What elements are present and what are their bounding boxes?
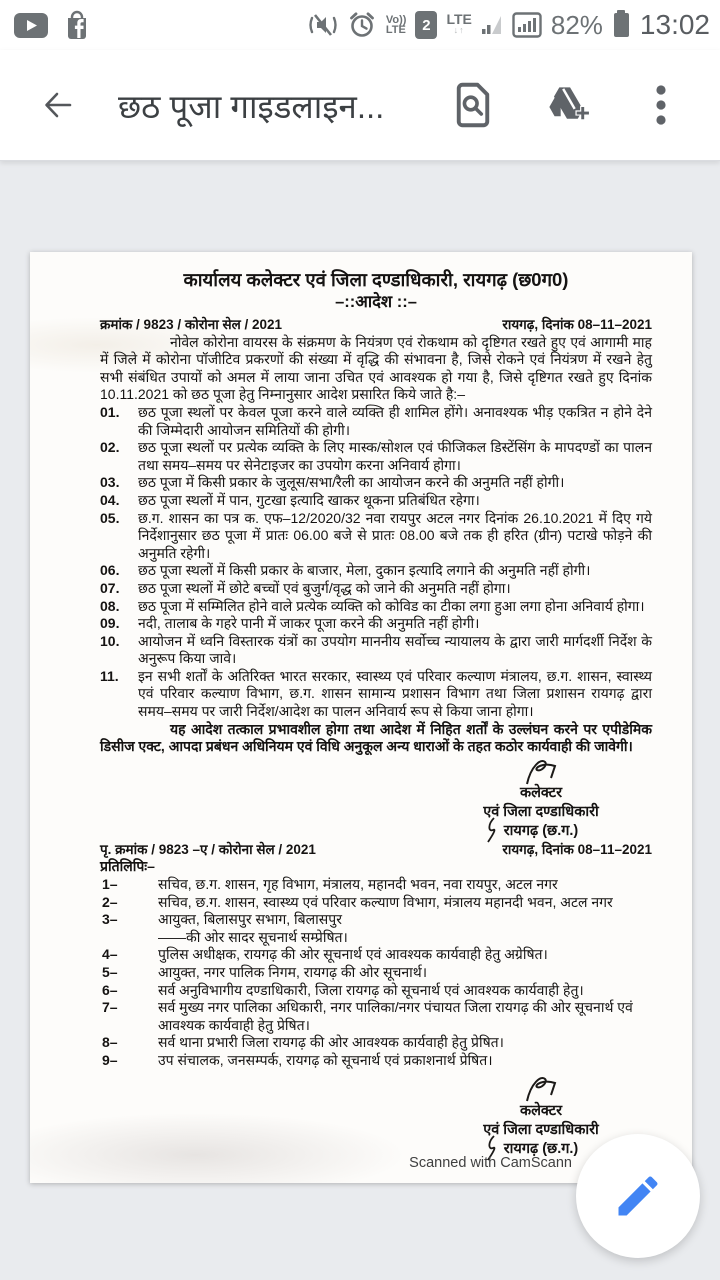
- edit-pencil-icon: [612, 1170, 664, 1222]
- signal-boxed-icon: [512, 12, 542, 38]
- document-page[interactable]: [30, 252, 692, 1183]
- reference-number-2: पृ. क्रमांक / 9823 –ए / कोरोना सेल / 2021: [100, 841, 316, 857]
- place-date: रायगढ़, दिनांक 08–11–2021: [502, 317, 652, 332]
- order-item: 03. छठ पूजा में किसी प्रकार के जुलूस/सभा/रैली का आयोजन करने की अनुमति नहीं होगी।: [100, 474, 565, 491]
- signature-line: रायगढ़ (छ.ग.): [504, 822, 579, 841]
- copy-item: 4– पुलिस अधीक्षक, रायगढ़ की ओर सूचनार्थ एवं आवश्यक कार्यवाही हेतु अग्रेषित।: [102, 946, 548, 963]
- document-viewer[interactable]: [0, 161, 720, 1280]
- find-in-document-button[interactable]: [450, 82, 496, 128]
- order-item: 11. इन सभी शर्तों के अतिरिक्त भारत सरकार, स्वास्थ्य एवं परिवार कल्याण मंत्रालय, छ.ग. शासन, स्वास्थ्य एवं परिवार कल्याण विभाग, छ.ग. शासन सामान्य प्रशासन विभाग तथा जिला प्रशासन रायगढ़ द्वारा समय–समय पर जारी निर्देश/आदेश का पालन अनिवार्य रूप से किया जाना होगा।: [100, 667, 652, 720]
- lte-indicator: LTE ↓↑: [446, 11, 472, 35]
- order-item: 07. छठ पूजा स्थलों में छोटे बच्चों एवं बुजुर्ग/वृद्ध को जाने की अनुमति नहीं होगा।: [100, 579, 511, 596]
- order-item: 01. छठ पूजा स्थलों पर केवल पूजा करने वाले व्यक्ति ही शामिल होंगे। अनावश्यक भीड़ एकत्रित न होने देने की जिम्मेदारी आयोजन समितियों की होगी।: [100, 403, 652, 438]
- more-vert-icon: [655, 83, 667, 127]
- reference-row-2: [100, 841, 652, 859]
- order-item: 06. छठ पूजा स्थलों में किसी प्रकार के बाजार, मेला, दुकान इत्यादि लगाने की अनुमति नहीं होगी।: [100, 562, 591, 579]
- intro-paragraph: नोवेल कोरोना वायरस के संक्रमण के नियंत्रण एवं रोकथाम को दृष्टिगत रखते हुए एवं आगामी माह में जिले में कोरोना पॉजीटिव प्रकरणों की संख्या में वृद्धि की संभावना है, जिसे रोकने एवं नियंत्रण में रखने हेतु सभी संबंधित उपायों को अमल में लाया जाना उचित एवं आवश्यक हो गया है, जिसे दृष्टिगत रखते हुए दिनांक 10.11.2021 को छठ पूजा हेतु निम्नानुसार आदेश प्रसारित किये जाते है:–: [100, 333, 652, 403]
- copy-item: 8– सर्व थाना प्रभारी जिला रायगढ़ की ओर आवश्यक कार्यवाही हेतु प्रेषित।: [102, 1034, 504, 1051]
- signature-block: [436, 756, 646, 841]
- facebook-notification-icon: [62, 10, 92, 40]
- signature-line: कलेक्टर: [519, 1102, 563, 1119]
- order-item: 08. छठ पूजा में सम्मिलित होने वाले प्रत्येक व्यक्ति को कोविड का टीका लगा हुआ लगा होना अनिवार्य होगा।: [100, 597, 645, 614]
- signature-line: रायगढ़ (छ.ग.): [504, 1140, 579, 1159]
- order-heading: –::आदेश ::–: [335, 293, 417, 311]
- camscanner-watermark: Scanned with CamScann: [409, 1155, 572, 1171]
- office-title: कार्यालय कलेक्टर एवं जिला दण्डाधिकारी, रायगढ़ (छ0ग0): [183, 269, 569, 290]
- place-date-2: रायगढ़, दिनांक 08–11–2021: [502, 841, 652, 857]
- closing-paragraph: यह आदेश तत्काल प्रभावशील होगा तथा आदेश में निहित शर्तों के उल्लंघन करने पर एपीडेमिक डिसीज एक्ट, आपदा प्रबंधन अधिनियम एवं विधि अनुकूल अन्य धाराओं के तहत कठोर कार्यवाही की जावेगी।: [100, 720, 652, 755]
- copy-item: 7– सर्व मुख्य नगर पालिका अधिकारी, नगर पालिका/नगर पंचायत जिला रायगढ़ की ओर सूचनार्थ एवं आवश्यक कार्यवाही हेतु प्रेषित।: [102, 999, 633, 1033]
- sim2-icon: 2: [415, 11, 437, 39]
- alarm-icon: [347, 10, 377, 40]
- back-arrow-icon: [39, 86, 77, 124]
- signature-line: कलेक्टर: [519, 784, 563, 801]
- status-bar: [0, 0, 720, 50]
- battery-icon: [614, 13, 629, 37]
- document-title: छठ पूजा गाइडलाइन...: [118, 87, 385, 125]
- reference-number: क्रमांक / 9823 / कोरोना सेल / 2021: [100, 317, 283, 332]
- copy-item: 3– आयुक्त, बिलासपुर सभाग, बिलासपुर: [102, 911, 342, 928]
- app-bar: [0, 50, 720, 161]
- order-item: 05. छ.ग. शासन का पत्र क. एफ–12/2020/32 नवा रायपुर अटल नगर दिनांक 26.10.2021 में दिए गये निर्देशानुसार छठ पूजा में प्रातः 06.00 बजे से प्रातः 08.00 बजे तक ही हरित (ग्रीन) पटाखे फोड़ने की अनुमति रहेगी।: [100, 509, 652, 561]
- signal-strength-icon: [481, 14, 503, 36]
- order-item: 04. छठ पूजा स्थलों में पान, गुटखा इत्यादि खाकर थूकना प्रतिबंधित रहेगा।: [100, 491, 480, 508]
- back-button[interactable]: [36, 83, 80, 127]
- signature-line: एवं जिला दण्डाधिकारी: [483, 803, 599, 820]
- copies-heading: प्रतिलिपिः–: [100, 858, 155, 875]
- order-item: 09. नदी, तालाब के गहरे पानी में जाकर पूजा करने की अनुमति नहीं होगी।: [100, 615, 480, 632]
- signature-scribble-icon: [521, 1072, 561, 1104]
- copy-item: 1– सचिव, छ.ग. शासन, गृह विभाग, मंत्रालय, महानदी भवन, नवा रायपुर, अटल नगर: [102, 876, 558, 893]
- copy-item: 2– सचिव, छ.ग. शासन, स्वास्थ्य एवं परिवार कल्याण विभाग, मंत्रालय महानदी भवन, अटल नगर: [102, 893, 613, 910]
- copy-item: 9– उप संचालक, जनसम्पर्क, रायगढ़ को सूचनार्थ एवं प्रकाशनार्थ प्रेषित।: [102, 1051, 493, 1068]
- mute-vibrate-icon: [308, 11, 338, 39]
- battery-percent: 82%: [550, 9, 603, 40]
- add-to-drive-icon: [544, 82, 590, 128]
- signature-mark-icon: [484, 816, 502, 844]
- copy-item: 5– आयुक्त, नगर पालिक निगम, रायगढ़ की ओर सूचनार्थ।: [102, 964, 428, 980]
- signature-line: एवं जिला दण्डाधिकारी: [483, 1121, 599, 1138]
- copy-item-note: ——की ओर सादर सूचनार्थ सम्प्रेषित।: [158, 928, 348, 945]
- clock-time: 13:02: [639, 9, 710, 40]
- order-item: 10. आयोजन में ध्वनि विस्तारक यंत्रों का उपयोग माननीय सर्वोच्च न्यायालय के द्वारा जारी मार्गदर्शी निर्देश के अनुरूप किया जावे।: [100, 632, 652, 667]
- find-in-document-icon: [452, 82, 494, 128]
- order-item: 02. छठ पूजा स्थलों पर प्रत्येक व्यक्ति के लिए मास्क/सोशल एवं फीजिकल डिस्टेंसिंग के मापदण्डों का पालन तथा समय–समय पर सेनेटाइजर का उपयोग करना अनिवार्य होगा।: [100, 439, 652, 473]
- youtube-notification-icon: [14, 13, 48, 38]
- overflow-menu-button[interactable]: [638, 82, 684, 128]
- reference-row: [100, 316, 652, 334]
- copy-item: 6– सर्व अनुविभागीय दण्डाधिकारी, जिला रायगढ़ को सूचनार्थ एवं आवश्यक कार्यवाही हेतु।: [102, 981, 584, 998]
- signature-scribble-icon: [521, 756, 561, 786]
- add-to-drive-button[interactable]: [544, 82, 590, 128]
- edit-fab-button[interactable]: [576, 1134, 700, 1258]
- volte-indicator: Vo)) LTE: [385, 14, 407, 36]
